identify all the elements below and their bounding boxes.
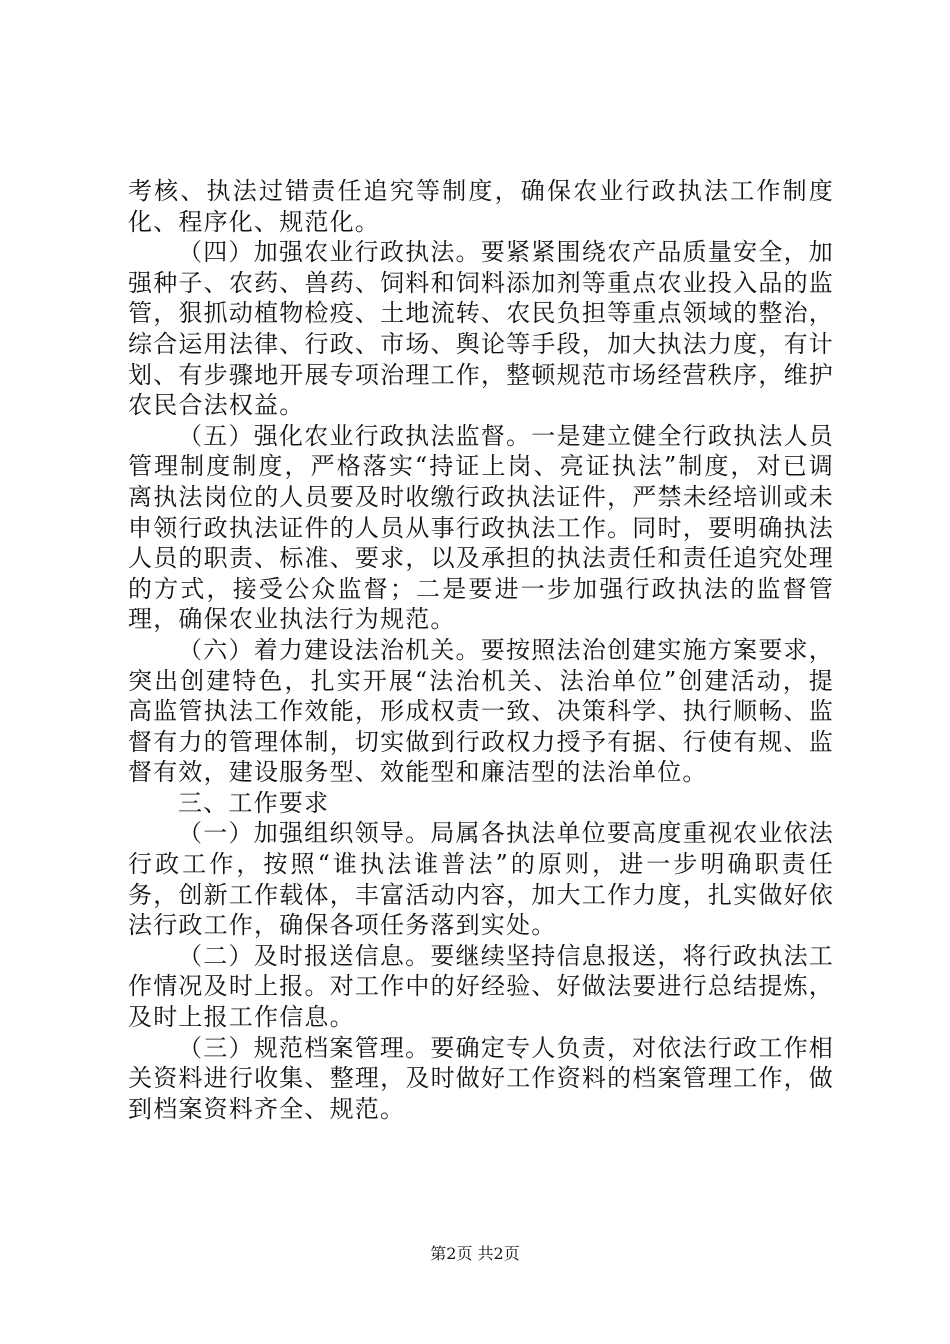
- heading-work-requirements: 三、工作要求: [178, 788, 330, 817]
- paragraph-section-4: （四）加强农业行政执法。要紧紧围绕农产品质量安全，加强种子、农药、兽药、饲料和饲料添加剂等重点农业投入品的监管，狠抓动植物检疫、土地流转、农民负担等重点领域的整治，综合运用法律、行政、市场、舆论等手段，加大执法力度，有计划、有步骤地开展专项治理工作，整顿规范市场经营秩序，维护农民合法权益。: [128, 238, 834, 420]
- document-body: [128, 176, 834, 1124]
- paragraph-continuation: 考核、执法过错责任追究等制度，确保农业行政执法工作制度化、程序化、规范化。: [128, 177, 834, 236]
- paragraph-section-5: （五）强化农业行政执法监督。一是建立健全行政执法人员管理制度制度，严格落实“持证上岗、亮证执法”制度，对已调离执法岗位的人员要及时收缴行政执法证件，严禁未经培训或未申领行政执法证件的人员从事行政执法工作。同时，要明确执法人员的职责、标准、要求，以及承担的执法责任和责任追究处理的方式，接受公众监督；二是要进一步加强行政执法的监督管理，确保农业执法行为规范。: [128, 421, 834, 634]
- paragraph-requirement-2: （二）及时报送信息。要继续坚持信息报送，将行政执法工作情况及时上报。对工作中的好经验、好做法要进行总结提炼，及时上报工作信息。: [128, 941, 834, 1032]
- page-number-footer: 第2页 共2页: [430, 1244, 520, 1263]
- paragraph-section-6: （六）着力建设法治机关。要按照法治创建实施方案要求，突出创建特色，扎实开展“法治机关、法治单位”创建活动，提高监管执法工作效能，形成权责一致、决策科学、执行顺畅、监督有力的管理体制，切实做到行政权力授予有据、行使有规、监督有效，建设服务型、效能型和廉洁型的法治单位。: [128, 635, 834, 787]
- paragraph-requirement-3: （三）规范档案管理。要确定专人负责，对依法行政工作相关资料进行收集、整理，及时做好工作资料的档案管理工作，做到档案资料齐全、规范。: [128, 1033, 834, 1123]
- paragraph-requirement-1: （一）加强组织领导。局属各执法单位要高度重视农业依法行政工作，按照“谁执法谁普法”的原则，进一步明确职责任务，创新工作载体，丰富活动内容，加大工作力度，扎实做好依法行政工作，确保各项任务落到实处。: [128, 819, 834, 940]
